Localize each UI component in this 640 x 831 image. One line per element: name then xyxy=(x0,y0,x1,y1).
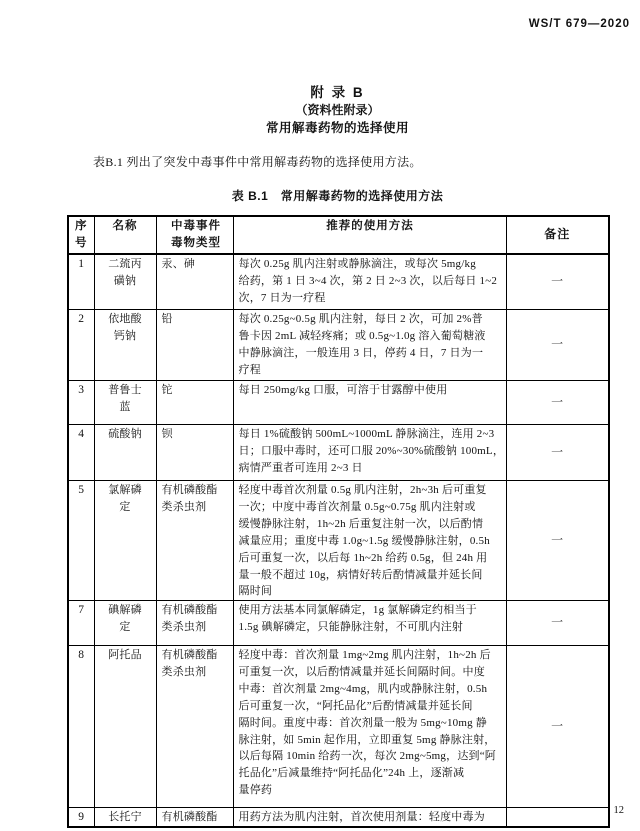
page-number: 12 xyxy=(613,805,624,816)
type-line: 铅 xyxy=(161,313,173,325)
cell-note xyxy=(506,425,609,481)
type-line: 类杀虫剂 xyxy=(161,620,207,633)
cell-usage xyxy=(233,808,506,828)
usage-line: 疗程 xyxy=(238,363,261,376)
type-line: 有机磷酸酯 xyxy=(161,484,218,496)
no-line: 5 xyxy=(78,484,85,496)
cell-note xyxy=(506,646,609,808)
name-line: 长托宁 xyxy=(108,811,142,823)
header-type-line: 中毒事件 xyxy=(171,220,221,232)
table-row xyxy=(68,310,609,381)
cell-type xyxy=(156,310,233,381)
type-line: 类杀虫剂 xyxy=(161,500,207,513)
standard-number: WS/T 679—2020 xyxy=(528,18,630,30)
cell-name xyxy=(94,601,156,646)
note-line: 一 xyxy=(551,274,564,289)
usage-line: 隔时间 xyxy=(238,585,273,598)
name-line: 普鲁士 xyxy=(108,384,142,396)
usage-line: 量一般不超过 10g，病情好转后酌情减量并延长间 xyxy=(238,568,483,581)
cell-type xyxy=(156,808,233,828)
cell-usage xyxy=(233,646,506,808)
type-line: 钡 xyxy=(161,428,173,440)
header-type-line: 毒物类型 xyxy=(171,236,221,249)
usage-line: 每日 1%硫酸钠 500mL~1000mL 静脉滴注，连用 2~3 xyxy=(238,428,495,440)
usage-line: 病情严重者可连用 2~3 日 xyxy=(238,461,363,474)
name-line: 钙钠 xyxy=(113,329,137,342)
name-line: 二巯丙 xyxy=(108,258,142,270)
note-line: 一 xyxy=(551,394,564,409)
cell-usage xyxy=(233,601,506,646)
cell-note xyxy=(506,481,609,601)
no-line: 8 xyxy=(78,649,85,661)
table-row xyxy=(68,601,609,646)
cell-note xyxy=(506,381,609,425)
type-line: 有机磷酸酯 xyxy=(161,604,218,616)
header-no-line: 序 xyxy=(75,220,88,232)
cell-no xyxy=(68,381,94,425)
type-line: 有机磷酸酯 xyxy=(161,649,218,661)
usage-line: 给药，第 1 日 3~4 次，第 2 日 2~3 次，以后每日 1~2 xyxy=(238,274,498,287)
usage-line: 每次 0.25g 肌内注射或静脉滴注，或每次 5mg/kg xyxy=(238,258,476,270)
name-line: 磺钠 xyxy=(113,274,137,287)
type-line: 铊 xyxy=(161,384,173,396)
header-cell-name xyxy=(94,216,156,254)
usage-line: 日；口服中毒时，还可口服 20%~30%硫酸钠 100mL， xyxy=(238,444,505,457)
cell-no xyxy=(68,808,94,828)
no-line: 7 xyxy=(78,604,85,616)
usage-line: 托品化”后减量维持“阿托品化”24h 上，逐渐减 xyxy=(238,767,465,780)
usage-line: 中静脉滴注，一般连用 3 日，停药 4 日，7 日为一 xyxy=(238,346,484,359)
type-line: 类杀虫剂 xyxy=(161,665,207,678)
header-name-line: 名称 xyxy=(112,220,138,232)
table-row xyxy=(68,381,609,425)
intro-paragraph: 表B.1 列出了突发中毒事件中常用解毒药物的选择使用方法。 xyxy=(93,155,422,169)
cell-name xyxy=(94,310,156,381)
cell-usage xyxy=(233,381,506,425)
cell-no xyxy=(68,310,94,381)
usage-line: 隔时间。重度中毒：首次剂量一般为 5mg~10mg 静 xyxy=(238,716,487,729)
cell-type xyxy=(156,646,233,808)
usage-line: 量停药 xyxy=(238,784,273,797)
cell-usage xyxy=(233,481,506,601)
no-line: 9 xyxy=(78,811,85,823)
cell-name xyxy=(94,381,156,425)
cell-no xyxy=(68,481,94,601)
appendix-title: 附 录 B xyxy=(310,85,365,100)
note-line: 一 xyxy=(551,615,564,630)
name-line: 依地酸 xyxy=(108,313,142,325)
cell-note xyxy=(506,310,609,381)
name-line: 蓝 xyxy=(119,400,131,413)
cell-name xyxy=(94,425,156,481)
cell-name xyxy=(94,646,156,808)
usage-line: 1.5g 碘解磷定，只能静脉注射，不可肌内注射 xyxy=(238,620,464,633)
name-line: 硫酸钠 xyxy=(108,428,142,440)
usage-line: 可重复一次，以后酌情减量并延长间隔时间。中度 xyxy=(238,665,485,678)
no-line: 4 xyxy=(78,428,85,440)
type-line: 汞、砷 xyxy=(161,258,196,270)
note-line: 一 xyxy=(551,337,564,352)
cell-note xyxy=(506,808,609,828)
cell-name xyxy=(94,481,156,601)
table-header xyxy=(68,216,609,254)
table-row xyxy=(68,481,609,601)
header-cell-type xyxy=(156,216,233,254)
appendix-subject: 常用解毒药物的选择使用 xyxy=(265,121,409,135)
usage-line: 中毒：首次剂量 2mg~4mg，肌内或静脉注射，0.5h xyxy=(238,682,488,695)
header-row xyxy=(68,216,609,254)
usage-line: 次，7 日为一疗程 xyxy=(238,291,326,304)
usage-line: 以后每隔 10min 给药一次，每次 2mg~5mg，达到“阿 xyxy=(238,750,497,763)
header-cell-no xyxy=(68,216,94,254)
no-line: 2 xyxy=(78,313,85,325)
table-row xyxy=(68,808,609,828)
note-line: 一 xyxy=(551,444,564,459)
cell-type xyxy=(156,481,233,601)
cell-type xyxy=(156,254,233,310)
usage-line: 缓慢静脉注射，1h~2h 后重复注射一次，以后酌情 xyxy=(238,517,484,530)
cell-name xyxy=(94,808,156,828)
cell-name xyxy=(94,254,156,310)
usage-line: 轻度中毒首次剂量 0.5g 肌内注射，2h~3h 后可重复 xyxy=(238,484,487,496)
table-row xyxy=(68,254,609,310)
table-row xyxy=(68,646,609,808)
table-caption: 表 B.1 常用解毒药物的选择使用方法 xyxy=(231,189,444,203)
cell-type xyxy=(156,601,233,646)
usage-line: 轻度中毒：首次剂量 1mg~2mg 肌内注射，1h~2h 后 xyxy=(238,649,491,661)
usage-line: 减量应用；重度中毒 1.0g~1.5g 缓慢静脉注射，0.5h xyxy=(238,534,490,547)
name-line: 定 xyxy=(119,500,131,513)
header-cell-note xyxy=(506,216,609,254)
cell-usage xyxy=(233,310,506,381)
usage-line: 脉注射，如 5min 起作用，立即重复 5mg 静脉注射， xyxy=(238,733,496,746)
header-no-line: 号 xyxy=(75,236,88,249)
usage-line: 一次；中度中毒首次剂量 0.5g~0.75g 肌内注射或 xyxy=(238,500,476,513)
antidote-usage-table xyxy=(67,215,610,828)
table-row xyxy=(68,425,609,481)
usage-line: 鲁卡因 2mL 减轻疼痛；或 0.5g~1.0g 溶入葡萄糖液 xyxy=(238,329,486,342)
cell-note xyxy=(506,601,609,646)
cell-no xyxy=(68,646,94,808)
usage-line: 用药方法为肌内注射，首次使用剂量：轻度中毒为 xyxy=(238,811,485,823)
note-line: 一 xyxy=(551,532,564,547)
cell-no xyxy=(68,601,94,646)
name-line: 阿托品 xyxy=(108,649,142,661)
table-body xyxy=(68,254,609,827)
usage-line: 每日 250mg/kg 口服，可溶于甘露醇中使用 xyxy=(238,384,448,396)
name-line: 氯解磷 xyxy=(108,484,142,496)
cell-type xyxy=(156,381,233,425)
usage-line: 后可重复一次，以后每 1h~2h 给药 0.5g，但 24h 用 xyxy=(238,551,488,564)
cell-note xyxy=(506,254,609,310)
header-cell-usage xyxy=(233,216,506,254)
header-note-line: 备注 xyxy=(544,227,571,242)
type-line: 有机磷酸酯 xyxy=(161,811,218,823)
cell-no xyxy=(68,254,94,310)
usage-line: 后可重复一次，“阿托品化”后酌情减量并延长间 xyxy=(238,699,473,712)
cell-usage xyxy=(233,425,506,481)
no-line: 1 xyxy=(78,258,85,270)
no-line: 3 xyxy=(78,384,85,396)
header-usage-line: 推荐的使用方法 xyxy=(326,220,414,232)
usage-line: 每次 0.25g~0.5g 肌内注射，每日 2 次，可加 2%普 xyxy=(238,313,483,325)
cell-type xyxy=(156,425,233,481)
cell-usage xyxy=(233,254,506,310)
usage-line: 使用方法基本同氯解磷定，1g 氯解磷定约相当于 xyxy=(238,604,477,616)
appendix-subtitle: （资料性附录） xyxy=(295,103,380,117)
note-line: 一 xyxy=(551,718,564,733)
cell-no xyxy=(68,425,94,481)
name-line: 定 xyxy=(119,620,131,633)
name-line: 碘解磷 xyxy=(108,604,142,616)
